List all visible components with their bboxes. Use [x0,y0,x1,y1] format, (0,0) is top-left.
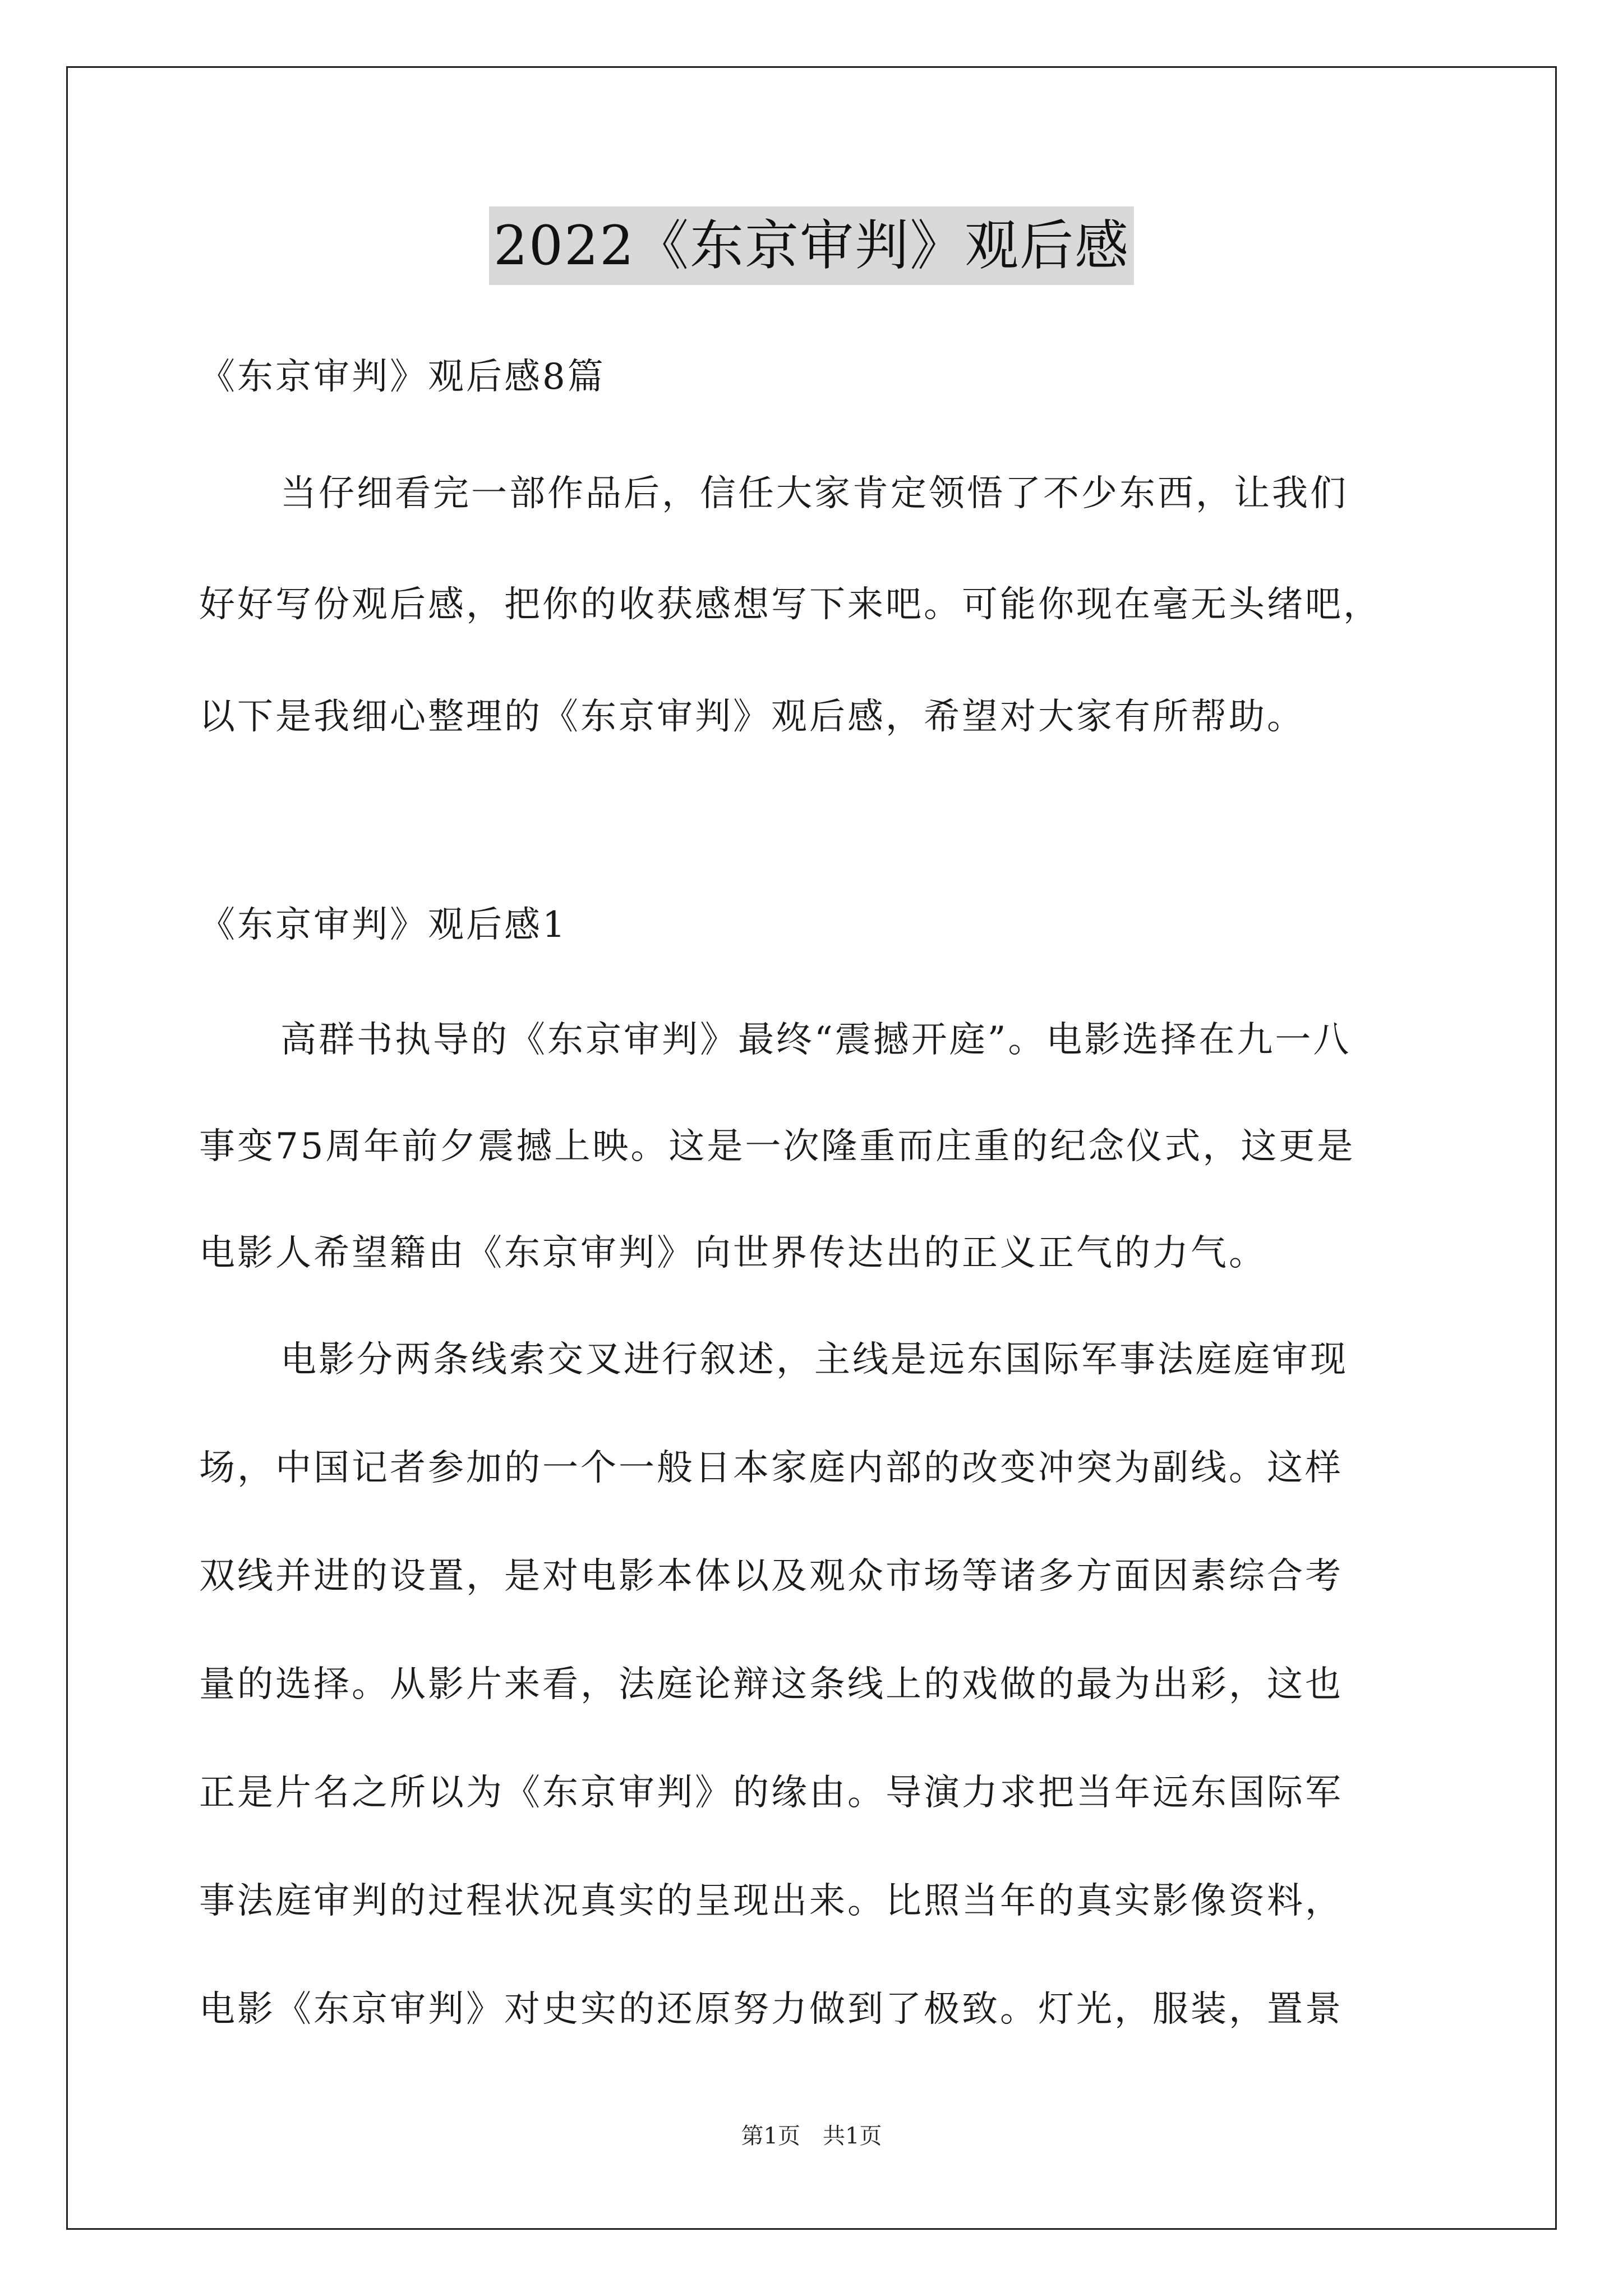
document-title: 2022《东京审判》观后感 [489,206,1134,285]
document-subtitle: 《东京审判》观后感8篇 [199,356,606,398]
section-heading: 《东京审判》观后感1 [199,904,568,946]
paragraph-line: 电影《东京审判》对史实的还原努力做到了极致。灯光，服装，置景 [199,1989,1343,2030]
paragraph-line: 双线并进的设置，是对电影本体以及观众市场等诸多方面因素综合考 [199,1556,1343,1597]
intro-line: 当仔细看完一部作品后，信任大家肯定领悟了不少东西，让我们 [280,473,1348,514]
paragraph-line: 电影分两条线索交叉进行叙述，主线是远东国际军事法庭庭审现 [280,1339,1348,1381]
paragraph-line: 场，中国记者参加的一个一般日本家庭内部的改变冲突为副线。这样 [199,1447,1343,1489]
paragraph-line: 量的选择。从影片来看，法庭论辩这条线上的戏做的最为出彩，这也 [199,1664,1343,1705]
paragraph-line: 高群书执导的《东京审判》最终“震撼开庭”。电影选择在九一八 [280,1019,1352,1061]
paragraph-line: 事法庭审判的过程状况真实的呈现出来。比照当年的真实影像资料， [199,1880,1343,1922]
paragraph-line: 电影人希望籍由《东京审判》向世界传达出的正义正气的力气。 [199,1232,1267,1274]
intro-line: 以下是我细心整理的《东京审判》观后感，希望对大家有所帮助。 [199,696,1305,738]
paragraph-line: 正是片名之所以为《东京审判》的缘由。导演力求把当年远东国际军 [199,1772,1343,1814]
title-container [0,206,1623,285]
paragraph-line: 事变75周年前夕震撼上映。这是一次隆重而庄重的纪念仪式，这更是 [199,1126,1355,1167]
intro-line: 好好写份观后感，把你的收获感想写下来吧。可能你现在毫无头绪吧， [199,584,1381,625]
page-footer: 第1页 共1页 [741,2123,882,2149]
